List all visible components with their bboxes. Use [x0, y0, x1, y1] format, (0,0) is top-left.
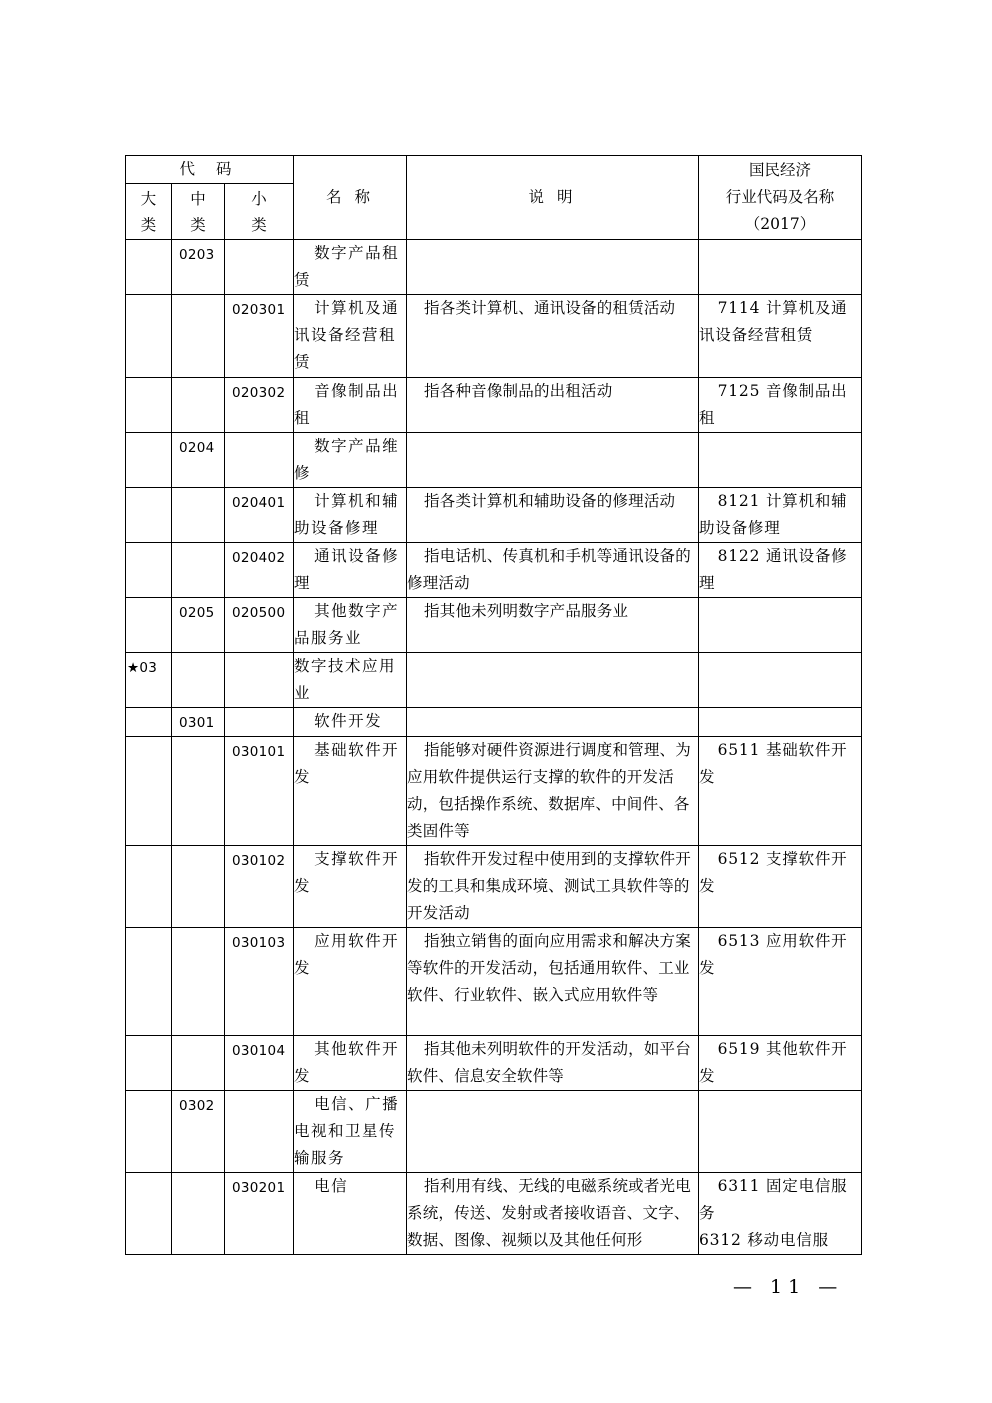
cell-industry-code	[699, 433, 862, 488]
cell-name: 其他数字产品服务业	[294, 598, 407, 653]
cell-minor-class: 030101	[225, 737, 294, 846]
header-name: 名 称	[294, 156, 407, 240]
table-row	[126, 1091, 862, 1173]
cell-mid-class	[172, 543, 225, 598]
cell-description: 指利用有线、无线的电磁系统或者光电系统，传送、发射或者接收语音、文字、数据、图像、视频以及其他任何形	[407, 1173, 699, 1255]
cell-minor-class: 030104	[225, 1036, 294, 1091]
header-minor-class: 小 类	[225, 184, 294, 240]
table-row	[126, 653, 862, 708]
cell-description: 指软件开发过程中使用到的支撑软件开发的工具和集成环境、测试工具软件等的开发活动	[407, 846, 699, 928]
cell-description: 指独立销售的面向应用需求和解决方案等软件的开发活动，包括通用软件、工业软件、行业软件、嵌入式应用软件等	[407, 928, 699, 1036]
cell-name: 音像制品出租	[294, 378, 407, 433]
cell-major-class	[126, 708, 172, 737]
cell-description: 指能够对硬件资源进行调度和管理、为应用软件提供运行支撑的软件的开发活动，包括操作系统、数据库、中间件、各类固件等	[407, 737, 699, 846]
cell-mid-class: 0302	[172, 1091, 225, 1173]
cell-industry-code: 6519 其他软件开发	[699, 1036, 862, 1091]
cell-mid-class	[172, 653, 225, 708]
table-row	[126, 737, 862, 846]
table-row	[126, 295, 862, 378]
header-description: 说 明	[407, 156, 699, 240]
cell-minor-class: 020402	[225, 543, 294, 598]
table-row	[126, 433, 862, 488]
cell-mid-class: 0301	[172, 708, 225, 737]
cell-mid-class	[172, 295, 225, 378]
cell-major-class	[126, 846, 172, 928]
cell-name: 通讯设备修理	[294, 543, 407, 598]
header-mid-class: 中 类	[172, 184, 225, 240]
cell-mid-class	[172, 928, 225, 1036]
cell-industry-code: 8121 计算机和辅助设备修理	[699, 488, 862, 543]
cell-mid-class: 0203	[172, 240, 225, 295]
table-row	[126, 488, 862, 543]
cell-industry-code: 7114 计算机及通讯设备经营租赁	[699, 295, 862, 378]
cell-major-class	[126, 240, 172, 295]
cell-major-class	[126, 737, 172, 846]
cell-minor-class: 020401	[225, 488, 294, 543]
cell-name: 数字产品租赁	[294, 240, 407, 295]
header-code: 代 码	[126, 156, 294, 184]
cell-major-class: ★03	[126, 653, 172, 708]
cell-description	[407, 653, 699, 708]
cell-mid-class	[172, 488, 225, 543]
cell-description	[407, 433, 699, 488]
cell-mid-class	[172, 378, 225, 433]
cell-name: 电信、广播电视和卫星传输服务	[294, 1091, 407, 1173]
cell-major-class	[126, 433, 172, 488]
cell-industry-code	[699, 1091, 862, 1173]
cell-description: 指各类计算机、通讯设备的租赁活动	[407, 295, 699, 378]
cell-mid-class: 0205	[172, 598, 225, 653]
cell-major-class	[126, 928, 172, 1036]
cell-major-class	[126, 488, 172, 543]
cell-mid-class	[172, 1036, 225, 1091]
cell-name: 电信	[294, 1173, 407, 1255]
cell-description: 指其他未列明数字产品服务业	[407, 598, 699, 653]
cell-minor-class	[225, 433, 294, 488]
table-row	[126, 1036, 862, 1091]
cell-industry-code	[699, 653, 862, 708]
table-row	[126, 708, 862, 737]
cell-industry-code: 8122 通讯设备修理	[699, 543, 862, 598]
cell-major-class	[126, 1036, 172, 1091]
cell-description	[407, 240, 699, 295]
cell-name: 计算机及通讯设备经营租赁	[294, 295, 407, 378]
cell-name: 基础软件开发	[294, 737, 407, 846]
header-industry-code: 国民经济 行业代码及名称 （2017）	[699, 156, 862, 240]
cell-industry-code: 6513 应用软件开发	[699, 928, 862, 1036]
cell-industry-code: 6512 支撑软件开发	[699, 846, 862, 928]
table-row	[126, 598, 862, 653]
cell-name: 应用软件开发	[294, 928, 407, 1036]
cell-description: 指其他未列明软件的开发活动，如平台软件、信息安全软件等	[407, 1036, 699, 1091]
cell-name: 支撑软件开发	[294, 846, 407, 928]
cell-minor-class: 030201	[225, 1173, 294, 1255]
cell-major-class	[126, 378, 172, 433]
table-row	[126, 378, 862, 433]
page-number: — 11 —	[733, 1276, 844, 1298]
cell-description: 指电话机、传真机和手机等通讯设备的修理活动	[407, 543, 699, 598]
cell-industry-code: 7125 音像制品出租	[699, 378, 862, 433]
cell-mid-class	[172, 1173, 225, 1255]
table-row	[126, 543, 862, 598]
cell-major-class	[126, 1091, 172, 1173]
cell-industry-code: 6511 基础软件开发	[699, 737, 862, 846]
cell-mid-class	[172, 737, 225, 846]
cell-industry-code	[699, 708, 862, 737]
cell-description	[407, 1091, 699, 1173]
cell-major-class	[126, 543, 172, 598]
cell-minor-class: 030102	[225, 846, 294, 928]
cell-description: 指各类计算机和辅助设备的修理活动	[407, 488, 699, 543]
cell-mid-class	[172, 846, 225, 928]
cell-description	[407, 708, 699, 737]
header-major-class: 大 类	[126, 184, 172, 240]
table-row	[126, 928, 862, 1036]
cell-name: 其他软件开发	[294, 1036, 407, 1091]
cell-name: 数字产品维修	[294, 433, 407, 488]
cell-name: 软件开发	[294, 708, 407, 737]
table-row	[126, 240, 862, 295]
cell-industry-code: 6311 固定电信服务 6312 移动电信服	[699, 1173, 862, 1255]
table-row	[126, 846, 862, 928]
cell-industry-code	[699, 598, 862, 653]
classification-table	[125, 155, 862, 1255]
cell-description: 指各种音像制品的出租活动	[407, 378, 699, 433]
cell-major-class	[126, 598, 172, 653]
cell-minor-class: 020301	[225, 295, 294, 378]
cell-name: 数字技术应用业	[294, 653, 407, 708]
cell-minor-class	[225, 708, 294, 737]
cell-minor-class: 020302	[225, 378, 294, 433]
cell-name: 计算机和辅助设备修理	[294, 488, 407, 543]
cell-minor-class: 020500	[225, 598, 294, 653]
cell-industry-code	[699, 240, 862, 295]
cell-minor-class	[225, 240, 294, 295]
cell-mid-class: 0204	[172, 433, 225, 488]
cell-major-class	[126, 295, 172, 378]
cell-minor-class	[225, 653, 294, 708]
cell-major-class	[126, 1173, 172, 1255]
table-row	[126, 1173, 862, 1255]
cell-minor-class	[225, 1091, 294, 1173]
cell-minor-class: 030103	[225, 928, 294, 1036]
